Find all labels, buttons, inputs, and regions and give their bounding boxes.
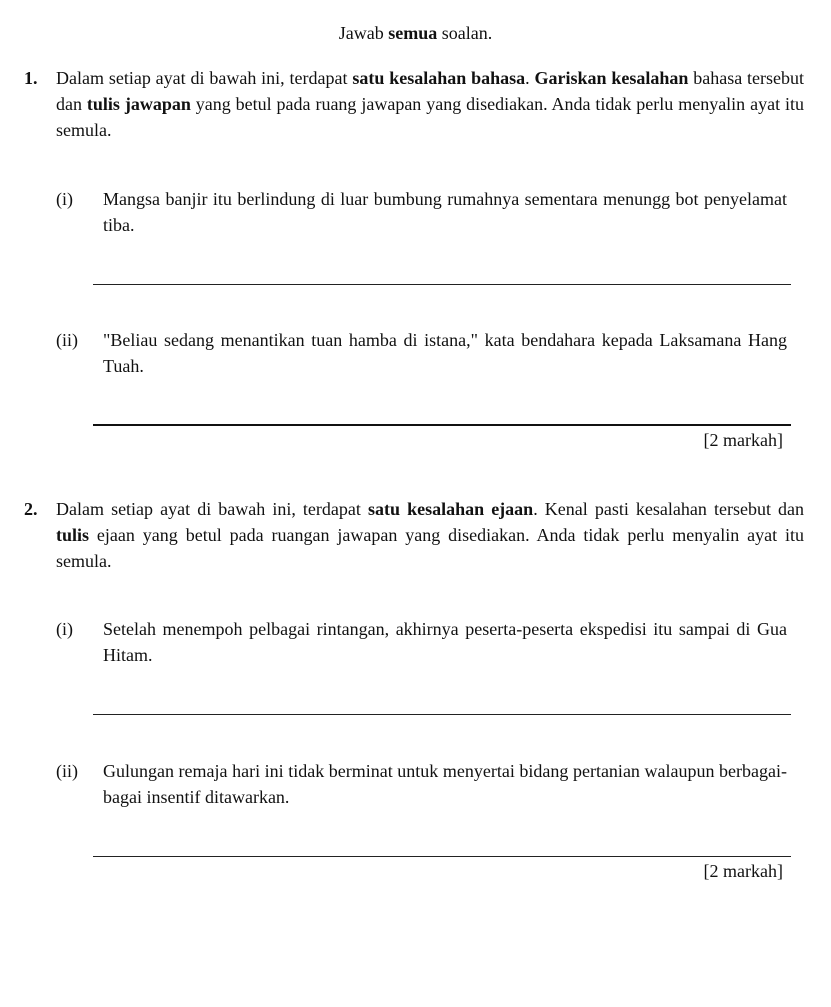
- q2-seg-4: ejaan yang betul pada ruangan jawapan yang disediakan. Anda tidak perlu menyalin ayat itu semula.: [56, 525, 804, 571]
- question-2-item-ii-text: Gulungan remaja hari ini tidak berminat untuk menyertai bidang pertanian walaupun berbagai-bagai insentif ditawarkan.: [103, 761, 787, 807]
- q1-seg-6: yang betul pada ruang jawapan yang disediakan. Anda tidak perlu menyalin ayat itu semula.: [56, 94, 804, 140]
- question-2-item-i-text: Setelah menempoh pelbagai rintangan, akhirnya peserta-peserta ekspedisi itu sampai di Gua Hitam.: [103, 619, 787, 665]
- question-1-marks: [2 markah]: [703, 430, 783, 450]
- q2-seg-3: tulis: [56, 525, 90, 545]
- question-1-item-i-text: Mangsa banjir itu berlindung di luar bumbung rumahnya sementara menungg bot penyelamat tiba.: [103, 189, 787, 235]
- q2-seg-0: Dalam setiap ayat di bawah ini, terdapat: [56, 499, 368, 519]
- q1-seg-1: satu kesalahan bahasa: [352, 68, 526, 88]
- question-1-item-ii-label: (ii): [56, 330, 78, 350]
- question-1-item-i-answer-line[interactable]: [93, 284, 791, 285]
- question-2-text: [56, 496, 804, 574]
- question-2-item-ii-answer-line[interactable]: [93, 856, 791, 857]
- question-1-number: 1.: [24, 68, 38, 88]
- q1-seg-3: Gariskan kesalahan: [534, 68, 689, 88]
- instruction-bold: semua: [388, 23, 438, 43]
- question-1-item-ii-text: "Beliau sedang menantikan tuan hamba di istana," kata bendahara kepada Laksamana Hang Tuah.: [103, 330, 787, 376]
- question-2-marks: [2 markah]: [703, 861, 783, 881]
- instruction-pre: Jawab: [338, 23, 389, 43]
- question-1-text: [56, 65, 804, 143]
- question-1-item-i-label: (i): [56, 189, 73, 209]
- question-2-item-i-label: (i): [56, 619, 73, 639]
- question-2-item-i-answer-line[interactable]: [93, 714, 791, 715]
- question-1-item-ii-answer-line[interactable]: [93, 424, 791, 426]
- q1-seg-2: .: [525, 68, 535, 88]
- question-2-item-ii-label: (ii): [56, 761, 78, 781]
- question-2-number: 2.: [24, 499, 38, 519]
- q2-seg-2: . Kenal pasti kesalahan tersebut dan: [533, 499, 805, 519]
- q1-seg-4: bahasa tersebut dan: [56, 68, 805, 114]
- instruction: [0, 20, 831, 46]
- instruction-post: soalan.: [437, 23, 493, 43]
- q1-seg-5: tulis jawapan: [86, 94, 191, 114]
- q1-seg-0: Dalam setiap ayat di bawah ini, terdapat: [56, 68, 353, 88]
- q2-seg-1: satu kesalahan ejaan: [367, 499, 534, 519]
